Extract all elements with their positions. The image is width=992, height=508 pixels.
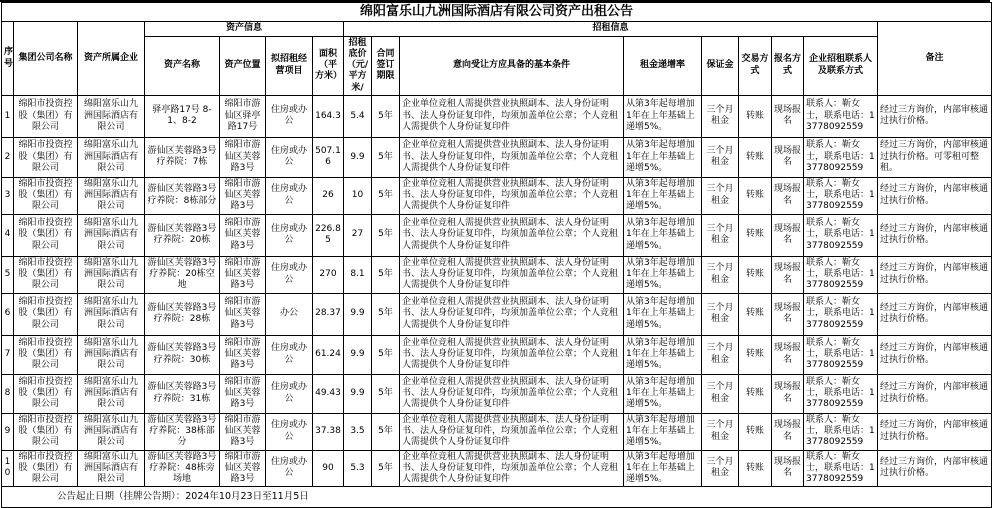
cell-group-company: 绵阳市投资控股（集团）有限公司 [14, 335, 78, 374]
cell-group-company: 绵阳市投资控股（集团）有限公司 [14, 293, 78, 335]
column-header-asset-name: 资产名称 [145, 36, 220, 95]
table-row [2, 214, 992, 256]
cell-base-price: 9.9 [344, 137, 372, 177]
cell-contact: 联系人：靳女士，联系电话：13778092559 [804, 450, 878, 487]
cell-deposit: 三个月租金 [702, 137, 739, 177]
cell-deposit: 三个月租金 [702, 450, 739, 487]
cell-seq: 6 [2, 293, 14, 335]
cell-conditions: 企业单位竞租人需提供营业执照副本、法人身份证明书、法人身份证复印件，均须加盖单位公章；个人竞租人需提供个人身份证复印件 [400, 374, 624, 413]
cell-transaction-method: 转账 [739, 177, 772, 214]
cell-remark: 经过三方询价，内部审核通过执行价格。 [878, 95, 992, 137]
cell-transaction-method: 转账 [739, 95, 772, 137]
cell-contract-term: 5年 [372, 95, 400, 137]
cell-contact: 联系人：靳女士，联系电话：13778092559 [804, 177, 878, 214]
cell-seq: 3 [2, 177, 14, 214]
cell-registration-method: 现场报名 [772, 335, 804, 374]
cell-contract-term: 5年 [372, 374, 400, 413]
cell-seq: 8 [2, 374, 14, 413]
table-row [2, 335, 992, 374]
cell-seq: 10 [2, 450, 14, 487]
cell-contact: 联系人：靳女士，联系电话：13778092559 [804, 374, 878, 413]
cell-asset-location: 绵阳市游仙区驿亭路17号 [220, 95, 266, 137]
cell-seq: 9 [2, 413, 14, 450]
cell-contract-term: 5年 [372, 450, 400, 487]
column-header-conditions: 意向受让方应具备的基本条件 [400, 36, 624, 95]
cell-contact: 联系人：靳女士，联系电话：13778092559 [804, 95, 878, 137]
cell-rent-increase: 从第3年起每增加1年在上年基础上递增5%。 [624, 95, 702, 137]
column-header-contact: 企业招租联系人及联系方式 [804, 36, 878, 95]
cell-area: 37.38 [313, 413, 344, 450]
column-header-planned-use: 拟招租经营项目 [266, 36, 313, 95]
cell-group-company: 绵阳市投资控股（集团）有限公司 [14, 450, 78, 487]
cell-asset-owner: 绵阳富乐山九洲国际酒店有限公司 [78, 374, 145, 413]
cell-remark: 经过三方询价，内部审核通过执行价格。 [878, 335, 992, 374]
cell-transaction-method: 转账 [739, 293, 772, 335]
cell-deposit: 三个月租金 [702, 214, 739, 256]
cell-group-company: 绵阳市投资控股（集团）有限公司 [14, 413, 78, 450]
column-header-rent-increase: 租金递增率 [624, 36, 702, 95]
cell-area: 270 [313, 256, 344, 293]
cell-remark: 经过三方询价，内部审核通过执行价格。 [878, 450, 992, 487]
cell-asset-name: 游仙区芙蓉路3号疗养院：28栋 [145, 293, 220, 335]
cell-conditions: 企业单位竞租人需提供营业执照副本、法人身份证明书、法人身份证复印件，均须加盖单位公章；个人竞租人需提供个人身份证复印件 [400, 335, 624, 374]
table-row [2, 177, 992, 214]
cell-transaction-method: 转账 [739, 335, 772, 374]
column-header-remark: 备注 [878, 22, 992, 96]
cell-asset-location: 绵阳市游仙区芙蓉路3号 [220, 177, 266, 214]
cell-asset-location: 绵阳市游仙区芙蓉路3号 [220, 137, 266, 177]
cell-registration-method: 现场报名 [772, 177, 804, 214]
cell-planned-use: 住房或办公 [266, 256, 313, 293]
cell-base-price: 10 [344, 177, 372, 214]
cell-base-price: 5.4 [344, 95, 372, 137]
cell-contract-term: 5年 [372, 256, 400, 293]
table-row [2, 293, 992, 335]
cell-asset-name: 游仙区芙蓉路3号疗养院：31栋 [145, 374, 220, 413]
cell-remark: 经过三方询价，内部审核通过执行价格。 [878, 177, 992, 214]
cell-conditions: 企业单位竞租人需提供营业执照副本、法人身份证明书、法人身份证复印件，均须加盖单位公章；个人竞租人需提供个人身份证复印件 [400, 214, 624, 256]
cell-contract-term: 5年 [372, 177, 400, 214]
cell-planned-use: 住房或办公 [266, 214, 313, 256]
cell-asset-name: 驿亭路17号 8-1、8-2 [145, 95, 220, 137]
cell-seq: 1 [2, 95, 14, 137]
cell-base-price: 3.5 [344, 413, 372, 450]
cell-area: 26 [313, 177, 344, 214]
cell-deposit: 三个月租金 [702, 95, 739, 137]
cell-asset-owner: 绵阳富乐山九洲国际酒店有限公司 [78, 413, 145, 450]
cell-base-price: 27 [344, 214, 372, 256]
cell-registration-method: 现场报名 [772, 214, 804, 256]
cell-contract-term: 5年 [372, 214, 400, 256]
column-header-area: 面积（平方米） [313, 36, 344, 95]
cell-area: 49.43 [313, 374, 344, 413]
cell-asset-owner: 绵阳富乐山九洲国际酒店有限公司 [78, 293, 145, 335]
cell-planned-use: 住房或办公 [266, 450, 313, 487]
column-header-asset-owner: 资产所属企业 [78, 22, 145, 96]
cell-base-price: 9.9 [344, 293, 372, 335]
cell-contact: 联系人：靳女士，联系电话：13778092559 [804, 256, 878, 293]
cell-remark: 经过三方询价，内部审核通过执行价格。 [878, 214, 992, 256]
cell-transaction-method: 转账 [739, 256, 772, 293]
cell-asset-name: 游仙区芙蓉路3号疗养院：8栋部分 [145, 177, 220, 214]
table-row [2, 413, 992, 450]
cell-registration-method: 现场报名 [772, 450, 804, 487]
column-header-contract-term: 合同签订期限 [372, 36, 400, 95]
cell-asset-owner: 绵阳富乐山九洲国际酒店有限公司 [78, 177, 145, 214]
cell-asset-owner: 绵阳富乐山九洲国际酒店有限公司 [78, 335, 145, 374]
cell-base-price: 9.9 [344, 335, 372, 374]
cell-planned-use: 住房或办公 [266, 95, 313, 137]
cell-remark: 经过三方询价，内部审核通过执行价格。 [878, 293, 992, 335]
cell-seq: 4 [2, 214, 14, 256]
cell-asset-name: 游仙区芙蓉路3号疗养院：30栋 [145, 335, 220, 374]
cell-deposit: 三个月租金 [702, 413, 739, 450]
cell-rent-increase: 从第3年起每增加1年在上年基础上递增5%。 [624, 335, 702, 374]
cell-rent-increase: 从第3年起每增加1年在上年基础上递增5%。 [624, 214, 702, 256]
cell-seq: 5 [2, 256, 14, 293]
table-body [2, 95, 992, 487]
cell-registration-method: 现场报名 [772, 413, 804, 450]
cell-asset-location: 绵阳市游仙区芙蓉路3号 [220, 450, 266, 487]
cell-conditions: 企业单位竞租人需提供营业执照副本、法人身份证明书、法人身份证复印件，均须加盖单位公章；个人竞租人需提供个人身份证复印件 [400, 137, 624, 177]
cell-group-company: 绵阳市投资控股（集团）有限公司 [14, 95, 78, 137]
column-header-group-company: 集团公司名称 [14, 22, 78, 96]
table-row [2, 450, 992, 487]
group-header-leasing-info: 招租信息 [344, 22, 878, 36]
group-header-asset-info: 资产信息 [145, 22, 344, 36]
cell-rent-increase: 从第3年起每增加1年在上年基础上递增5%。 [624, 413, 702, 450]
cell-asset-location: 绵阳市游仙区芙蓉路3号 [220, 256, 266, 293]
cell-transaction-method: 转账 [739, 413, 772, 450]
cell-registration-method: 现场报名 [772, 95, 804, 137]
cell-transaction-method: 转账 [739, 137, 772, 177]
cell-rent-increase: 从第3年起每增加1年在上年基础上递增5%。 [624, 256, 702, 293]
table-row [2, 256, 992, 293]
cell-remark: 经过三方询价，内部审核通过执行价格。 [878, 374, 992, 413]
cell-rent-increase: 从第3年起每增加1年在上年基础上递增5%。 [624, 374, 702, 413]
cell-area: 61.24 [313, 335, 344, 374]
cell-asset-location: 绵阳市游仙区芙蓉路3号 [220, 293, 266, 335]
cell-asset-owner: 绵阳富乐山九洲国际酒店有限公司 [78, 450, 145, 487]
cell-contact: 联系人：靳女士，联系电话：13778092559 [804, 413, 878, 450]
cell-contact: 联系人：靳女士，联系电话：13778092559 [804, 335, 878, 374]
cell-base-price: 5.3 [344, 450, 372, 487]
cell-contact: 联系人：靳女士，联系电话：13778092559 [804, 214, 878, 256]
cell-contact: 联系人：靳女士，联系电话：13778092559 [804, 137, 878, 177]
cell-seq: 2 [2, 137, 14, 177]
cell-deposit: 三个月租金 [702, 335, 739, 374]
cell-seq: 7 [2, 335, 14, 374]
cell-area: 164.3 [313, 95, 344, 137]
cell-area: 226.85 [313, 214, 344, 256]
cell-rent-increase: 从第3年起每增加1年在上年基础上递增5%。 [624, 450, 702, 487]
cell-rent-increase: 从第3年起每增加1年在上年基础上递增5%。 [624, 293, 702, 335]
column-header-deposit: 保证金 [702, 36, 739, 95]
column-header-base-price: 招租底价（元/平方米/ [344, 36, 372, 95]
cell-conditions: 企业单位竞租人需提供营业执照副本、法人身份证明书、法人身份证复印件，均须加盖单位公章；个人竞租人需提供个人身份证复印件 [400, 450, 624, 487]
page-title: 绵阳富乐山九洲国际酒店有限公司资产出租公告 [2, 3, 992, 22]
cell-deposit: 三个月租金 [702, 293, 739, 335]
cell-planned-use: 办公 [266, 293, 313, 335]
cell-transaction-method: 转账 [739, 374, 772, 413]
column-header-seq: 序号 [2, 22, 14, 96]
announcement-period: 公告起止日期（挂牌公告期）：2024年10月23日至11月5日 [2, 487, 992, 508]
cell-group-company: 绵阳市投资控股（集团）有限公司 [14, 214, 78, 256]
cell-asset-name: 游仙区芙蓉路3号疗养院：38栋部分 [145, 413, 220, 450]
cell-asset-name: 游仙区芙蓉路3号疗养院：20栋 [145, 214, 220, 256]
cell-group-company: 绵阳市投资控股（集团）有限公司 [14, 137, 78, 177]
cell-area: 507.16 [313, 137, 344, 177]
cell-registration-method: 现场报名 [772, 137, 804, 177]
cell-registration-method: 现场报名 [772, 256, 804, 293]
cell-contract-term: 5年 [372, 335, 400, 374]
cell-asset-location: 绵阳市游仙区芙蓉路3号 [220, 214, 266, 256]
cell-asset-location: 绵阳市游仙区芙蓉路3号 [220, 374, 266, 413]
column-header-transaction-method: 交易方式 [739, 36, 772, 95]
cell-contract-term: 5年 [372, 293, 400, 335]
column-header-registration-method: 报名方式 [772, 36, 804, 95]
cell-planned-use: 住房或办公 [266, 413, 313, 450]
cell-asset-name: 游仙区芙蓉路3号疗养院：48栋旁场地 [145, 450, 220, 487]
cell-deposit: 三个月租金 [702, 177, 739, 214]
column-header-asset-location: 资产位置 [220, 36, 266, 95]
cell-group-company: 绵阳市投资控股（集团）有限公司 [14, 177, 78, 214]
cell-area: 28.37 [313, 293, 344, 335]
table-row [2, 95, 992, 137]
cell-asset-location: 绵阳市游仙区芙蓉路3号 [220, 413, 266, 450]
cell-transaction-method: 转账 [739, 450, 772, 487]
cell-contract-term: 5年 [372, 413, 400, 450]
cell-base-price: 9.9 [344, 374, 372, 413]
cell-planned-use: 住房或办公 [266, 177, 313, 214]
cell-rent-increase: 从第3年起每增加1年在上年基础上递增5%。 [624, 177, 702, 214]
cell-registration-method: 现场报名 [772, 293, 804, 335]
cell-conditions: 企业单位竞租人需提供营业执照副本、法人身份证明书、法人身份证复印件，均须加盖单位公章；个人竞租人需提供个人身份证复印件 [400, 293, 624, 335]
asset-rental-table [1, 2, 992, 508]
cell-asset-owner: 绵阳富乐山九洲国际酒店有限公司 [78, 95, 145, 137]
cell-conditions: 企业单位竞租人需提供营业执照副本、法人身份证明书、法人身份证复印件，均须加盖单位公章；个人竞租人需提供个人身份证复印件 [400, 256, 624, 293]
cell-transaction-method: 转账 [739, 214, 772, 256]
cell-asset-name: 游仙区芙蓉路3号疗养院：7栋 [145, 137, 220, 177]
cell-planned-use: 住房或办公 [266, 335, 313, 374]
cell-group-company: 绵阳市投资控股（集团）有限公司 [14, 256, 78, 293]
cell-conditions: 企业单位竞租人需提供营业执照副本、法人身份证明书、法人身份证复印件，均须加盖单位公章；个人竞租人需提供个人身份证复印件 [400, 95, 624, 137]
cell-remark: 经过三方询价，内部审核通过执行价格。 [878, 413, 992, 450]
cell-planned-use: 住房或办公 [266, 374, 313, 413]
cell-group-company: 绵阳市投资控股（集团）有限公司 [14, 374, 78, 413]
cell-asset-owner: 绵阳富乐山九洲国际酒店有限公司 [78, 214, 145, 256]
cell-contract-term: 5年 [372, 137, 400, 177]
cell-deposit: 三个月租金 [702, 256, 739, 293]
cell-contact: 联系人：靳女士，联系电话：13778092559 [804, 293, 878, 335]
cell-registration-method: 现场报名 [772, 374, 804, 413]
cell-deposit: 三个月租金 [702, 374, 739, 413]
cell-asset-location: 绵阳市游仙区芙蓉路3号 [220, 335, 266, 374]
cell-conditions: 企业单位竞租人需提供营业执照副本、法人身份证明书、法人身份证复印件，均须加盖单位公章；个人竞租人需提供个人身份证复印件 [400, 413, 624, 450]
cell-conditions: 企业单位竞租人需提供营业执照副本、法人身份证明书、法人身份证复印件，均须加盖单位公章；个人竞租人需提供个人身份证复印件 [400, 177, 624, 214]
cell-asset-owner: 绵阳富乐山九洲国际酒店有限公司 [78, 137, 145, 177]
cell-asset-name: 游仙区芙蓉路3号疗养院：20栋空地 [145, 256, 220, 293]
table-row [2, 374, 992, 413]
cell-base-price: 8.1 [344, 256, 372, 293]
cell-asset-owner: 绵阳富乐山九洲国际酒店有限公司 [78, 256, 145, 293]
cell-area: 90 [313, 450, 344, 487]
table-row [2, 137, 992, 177]
cell-remark: 经过三方询价，内部审核通过执行价格。可零租可整租。 [878, 137, 992, 177]
cell-remark: 经过三方询价，内部审核通过执行价格。 [878, 256, 992, 293]
cell-planned-use: 住房或办公 [266, 137, 313, 177]
cell-rent-increase: 从第3年起每增加1年在上年基础上递增5%。 [624, 137, 702, 177]
